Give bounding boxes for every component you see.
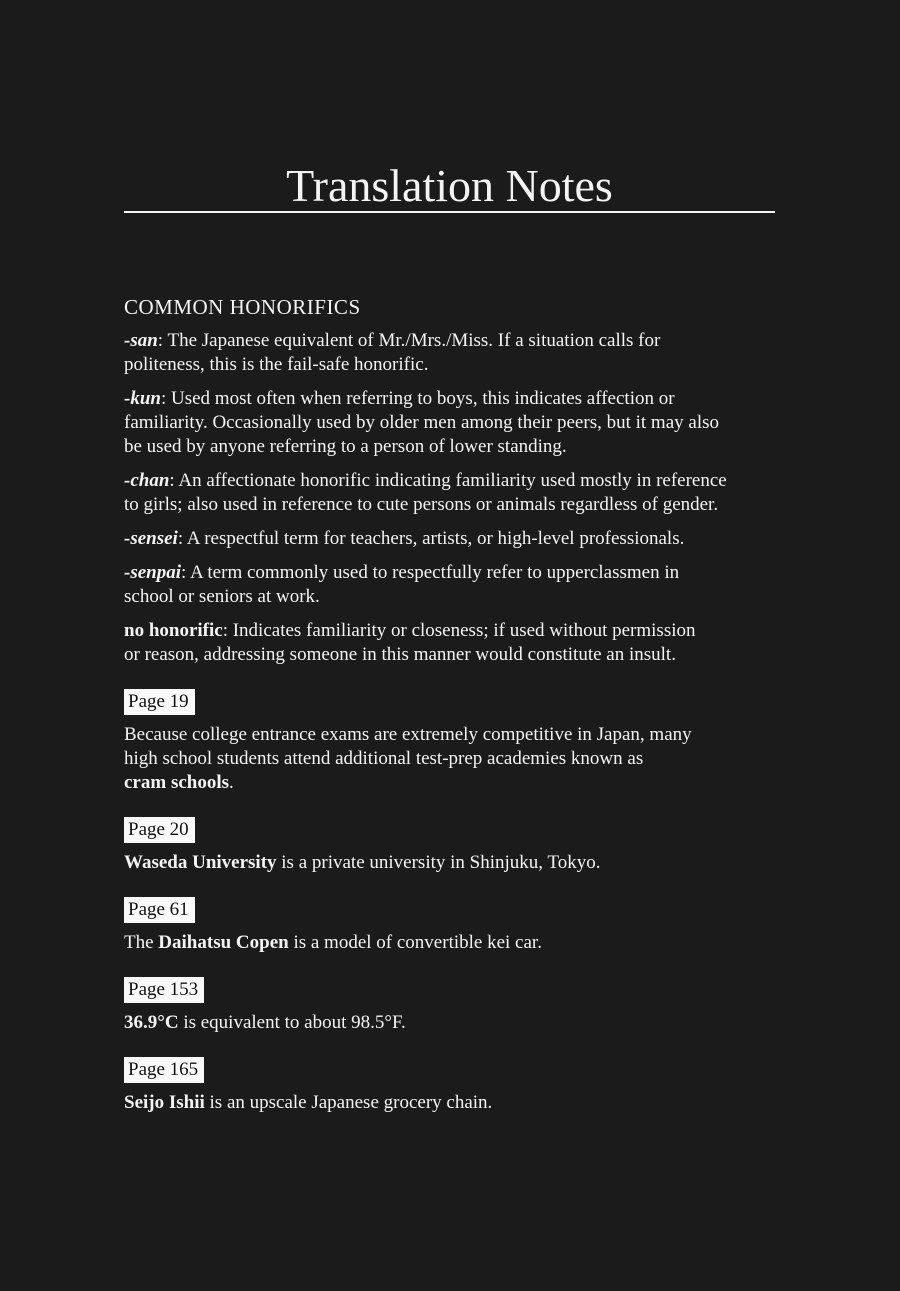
page-label: Page 165 — [124, 1057, 204, 1083]
honorific-entry — [124, 619, 784, 667]
honorific-term: -sensei — [124, 528, 178, 549]
note-line: Because college entrance exams are extremely competitive in Japan, many — [124, 724, 692, 745]
note-line: is a private university in Shinjuku, Tokyo. — [276, 852, 601, 873]
definition-text: : A term commonly used to respectfully refer to upperclassmen in — [181, 562, 680, 583]
honorific-term: no honorific — [124, 620, 223, 641]
note-line: is a model of convertible kei car. — [288, 932, 542, 953]
page-label: Page 153 — [124, 977, 204, 1003]
note-line: is an upscale Japanese grocery chain. — [204, 1092, 493, 1113]
honorific-entry — [124, 527, 784, 551]
definition-text: politeness, this is the fail-safe honorific. — [124, 354, 429, 375]
honorific-entry — [124, 561, 784, 609]
definition-text: familiarity. Occasionally used by older men among their peers, but it may also — [124, 412, 719, 433]
note-line: The — [124, 932, 159, 953]
note-term: Waseda University — [124, 852, 277, 873]
definition-text: or reason, addressing someone in this manner would constitute an insult. — [124, 644, 676, 665]
honorific-term: -kun — [124, 388, 161, 409]
definition-text: : A respectful term for teachers, artists, or high-level professionals. — [177, 528, 685, 549]
honorific-entry — [124, 469, 784, 517]
definition-text: be used by anyone referring to a person of lower standing. — [124, 436, 567, 457]
note-line: is equivalent to about 98.5°F. — [178, 1012, 406, 1033]
page-title: Translation Notes — [286, 160, 613, 211]
honorific-term: -san — [124, 330, 158, 351]
definition-text: to girls; also used in reference to cute persons or animals regardless of gender. — [124, 494, 719, 515]
definition-text: : Used most often when referring to boys, this indicates affection or — [160, 388, 675, 409]
honorific-term: -chan — [124, 470, 170, 491]
note-term: Seijo Ishii — [124, 1092, 205, 1113]
honorific-entry — [124, 329, 784, 377]
note-term: cram schools — [124, 772, 230, 793]
note-text — [124, 1011, 784, 1035]
honorific-term: -senpai — [124, 562, 181, 583]
definition-text: school or seniors at work. — [124, 586, 320, 607]
definition-text: : An affectionate honorific indicating familiarity used mostly in reference — [169, 470, 727, 491]
note-text — [124, 1091, 784, 1115]
note-line: . — [229, 772, 234, 793]
definition-text: : The Japanese equivalent of Mr./Mrs./Miss. If a situation calls for — [157, 330, 661, 351]
notes-content — [124, 293, 784, 1125]
page-label: Page 20 — [124, 817, 195, 843]
note-text — [124, 931, 784, 955]
definition-text: : Indicates familiarity or closeness; if used without permission — [222, 620, 696, 641]
honorific-entry — [124, 387, 784, 459]
note-term: 36.9°C — [124, 1012, 179, 1033]
section-heading: COMMON HONORIFICS — [124, 295, 361, 319]
note-line: high school students attend additional test-prep academies known as — [124, 748, 644, 769]
page-label: Page 19 — [124, 689, 195, 715]
note-term: Daihatsu Copen — [158, 932, 289, 953]
title-divider — [124, 211, 775, 213]
note-text — [124, 851, 784, 875]
note-text — [124, 723, 784, 795]
page-label: Page 61 — [124, 897, 195, 923]
